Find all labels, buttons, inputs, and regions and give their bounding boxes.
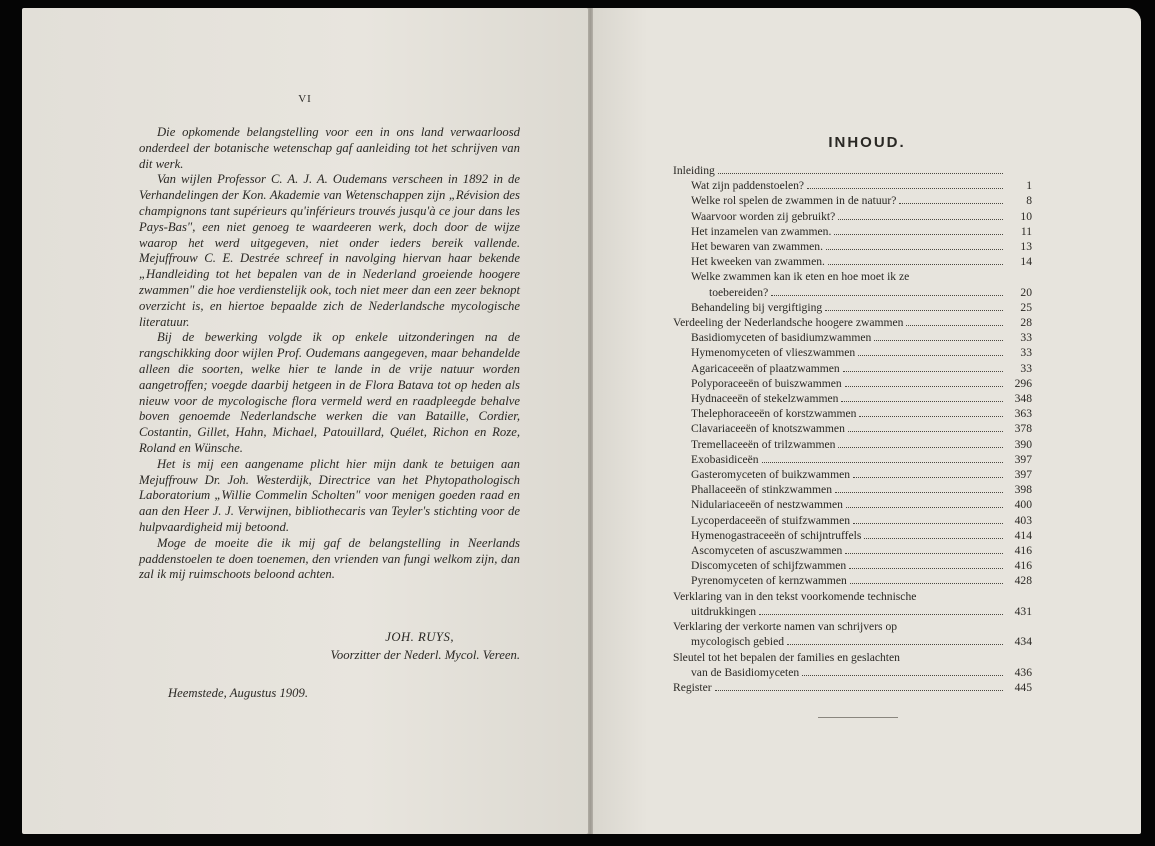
dot-leader <box>825 310 1003 311</box>
toc-entry <box>673 573 1032 588</box>
dot-leader <box>849 568 1003 569</box>
toc-page-number: 28 <box>1020 316 1032 330</box>
toc-page-number: 10 <box>1020 209 1032 223</box>
toc-entry-line <box>691 528 1032 543</box>
toc-page-number: 348 <box>1014 392 1032 406</box>
dot-leader <box>845 386 1003 387</box>
toc-entry-line <box>691 421 1032 436</box>
toc-entry <box>673 619 1032 649</box>
toc-entry-label: Register <box>673 680 712 694</box>
dot-leader <box>864 538 1003 539</box>
toc-entry-line <box>691 452 1032 467</box>
dot-leader <box>787 644 1003 645</box>
signature-block <box>139 628 520 664</box>
toc-entry-label: Het bewaren van zwammen. <box>691 240 823 254</box>
toc-entry-label: Hydnaceeën of stekelzwammen <box>691 392 839 406</box>
toc-entry-label-continued: van de Basidiomyceten <box>691 665 800 679</box>
toc-entry-line <box>673 315 1032 330</box>
dot-leader <box>759 614 1003 615</box>
signature-name: JOH. RUYS, <box>385 630 454 644</box>
toc-entry <box>673 406 1032 421</box>
toc-entry-line <box>691 239 1032 254</box>
dot-leader <box>848 431 1003 432</box>
toc-entry-label: Discomyceten of schijfzwammen <box>691 559 847 573</box>
toc-entry-line <box>691 376 1032 391</box>
toc-page-number: 431 <box>1014 604 1032 618</box>
toc-page-number: 25 <box>1020 300 1032 314</box>
toc-entry-label: Nidulariaceeën of nestzwammen <box>691 498 843 512</box>
toc-title: INHOUD. <box>828 134 906 151</box>
toc-entry <box>673 269 1032 299</box>
toc-entry-label: Hymenomyceten of vlieszwammen <box>691 346 856 360</box>
toc-entry-label: Phallaceeën of stinkzwammen <box>691 483 833 497</box>
toc-entry <box>673 421 1032 436</box>
toc-entry <box>673 513 1032 528</box>
toc-entry <box>673 239 1032 254</box>
toc-entry-line <box>691 437 1032 452</box>
dot-leader <box>826 249 1003 250</box>
toc-entry-label: Agaricaceeën of plaatzwammen <box>691 361 840 375</box>
place-date: Heemstede, Augustus 1909. <box>168 686 309 700</box>
toc-page-number: 8 <box>1026 194 1032 208</box>
toc-page-number: 13 <box>1020 240 1032 254</box>
toc-entry-line <box>691 497 1032 512</box>
toc-entry <box>673 300 1032 315</box>
toc-page-number: 398 <box>1014 483 1032 497</box>
toc-entry <box>673 361 1032 376</box>
toc-entry-label: Pyrenomyceten of kernzwammen <box>691 574 847 588</box>
toc-entry-line <box>691 573 1032 588</box>
toc-entry-label: Verdeeling der Nederlandsche hoogere zwammen <box>673 316 904 330</box>
toc-entry <box>673 254 1032 269</box>
toc-entry-line <box>691 330 1032 345</box>
toc-entry-line <box>691 300 1032 315</box>
toc-entry-label: Hymenogastraceeën of schijntruffels <box>691 528 862 542</box>
toc-entry-label: Het inzamelen van zwammen. <box>691 224 832 238</box>
toc-entry <box>673 680 1032 695</box>
dot-leader <box>762 462 1003 463</box>
toc-entry-line <box>673 665 1032 680</box>
toc-entry <box>673 543 1032 558</box>
toc-entry-line <box>691 558 1032 573</box>
dot-leader <box>850 583 1003 584</box>
preface-text <box>139 125 520 583</box>
toc-entry-label: Lycoperdaceeën of stuifzwammen <box>691 513 851 527</box>
toc-entry-line <box>673 634 1032 649</box>
toc-entry <box>673 345 1032 360</box>
table-of-contents <box>673 163 1032 695</box>
dot-leader <box>853 523 1003 524</box>
toc-entry-line <box>691 513 1032 528</box>
toc-entry-label: Thelephoraceeën of korstzwammen <box>691 407 857 421</box>
right-page <box>593 8 1141 834</box>
toc-entry <box>673 482 1032 497</box>
dot-leader <box>771 295 1003 296</box>
toc-entry-line <box>691 254 1032 269</box>
toc-page-number: 11 <box>1020 224 1032 238</box>
toc-entry-line <box>691 391 1032 406</box>
toc-page-number: 390 <box>1014 437 1032 451</box>
toc-page-number: 296 <box>1014 376 1032 390</box>
dot-leader <box>858 355 1003 356</box>
toc-entry-label: Waarvoor worden zij gebruikt? <box>691 209 836 223</box>
toc-entry-label: Gasteromyceten of buikzwammen <box>691 468 851 482</box>
toc-entry-line <box>691 209 1032 224</box>
toc-entry <box>673 589 1032 619</box>
dot-leader <box>807 188 1003 189</box>
toc-page-number: 33 <box>1020 346 1032 360</box>
toc-entry <box>673 224 1032 239</box>
toc-page-number: 14 <box>1020 255 1032 269</box>
toc-page-number: 20 <box>1020 285 1032 299</box>
dot-leader <box>874 340 1003 341</box>
toc-entry <box>673 528 1032 543</box>
toc-entry-label: Sleutel tot het bepalen der families en geslachten <box>673 650 900 664</box>
toc-entry-line <box>691 178 1032 193</box>
end-rule <box>818 717 898 718</box>
toc-page-number: 33 <box>1020 331 1032 345</box>
toc-page-number: 414 <box>1014 528 1032 542</box>
dot-leader <box>906 325 1003 326</box>
toc-entry <box>673 391 1032 406</box>
preface-paragraph: Bij de bewerking volgde ik op enkele uitzonderingen na de rangschikking door wijlen Prof. Oudemans aangegeven, maar behandelde alleen die soorten, welke hier te lande in de vrije natuur worden aangetroffen; voegde daarbij hetgeen in de Flora Batava tot op heden als nieuw voor de mycologische flora vermeld werd en raadpleegde behalve boven genoemde Nederlandsche werken die van Bataille, Cordier, Costantin, Gillet, Hahn, Michael, Patouillard, Quélet, Richon en Roze, Roland en Wünsche. <box>139 330 520 455</box>
toc-entry-label: Inleiding <box>673 164 715 177</box>
toc-page-number: 428 <box>1014 574 1032 588</box>
dot-leader <box>846 507 1003 508</box>
dot-leader <box>718 173 1003 174</box>
toc-entry <box>673 193 1032 208</box>
left-page <box>22 8 588 834</box>
toc-entry <box>673 497 1032 512</box>
toc-entry-label: Tremellaceeën of trilzwammen <box>691 437 836 451</box>
toc-entry <box>673 650 1032 680</box>
toc-page-number: 397 <box>1014 452 1032 466</box>
toc-entry <box>673 437 1032 452</box>
toc-page-number: 397 <box>1014 468 1032 482</box>
toc-entry-line <box>673 604 1032 619</box>
toc-entry-label: Clavariaceeën of knotszwammen <box>691 422 845 436</box>
toc-entry-label: Wat zijn paddenstoelen? <box>691 179 805 193</box>
toc-entry-label: Het kweeken van zwammen. <box>691 255 825 269</box>
preface-paragraph: Moge de moeite die ik mij gaf de belangstelling in Neerlands paddenstoelen te doen toenemen, den vrienden van fungi welkom zijn, dan zal ik mij ruimschoots beloond achten. <box>139 535 520 582</box>
dot-leader <box>859 416 1003 417</box>
toc-entry-line <box>691 482 1032 497</box>
preface-paragraph: Die opkomende belangstelling voor een in ons land verwaarloosd onderdeel der botanische wetenschap gaf aanleiding tot het schrijven van dit werk. <box>139 125 520 171</box>
toc-page-number: 378 <box>1014 422 1032 436</box>
toc-entry-label: Polyporaceeën of buiszwammen <box>691 376 842 390</box>
toc-entry-label-continued: mycologisch gebied <box>691 635 785 649</box>
toc-entry-line <box>691 193 1032 208</box>
toc-entry-line <box>691 224 1032 239</box>
toc-page-number: 434 <box>1014 635 1032 649</box>
toc-entry <box>673 467 1032 482</box>
toc-entry <box>673 558 1032 573</box>
toc-entry-label: Basidiomyceten of basidiumzwammen <box>691 331 872 345</box>
dot-leader <box>843 371 1003 372</box>
toc-entry <box>673 178 1032 193</box>
toc-page-number: 416 <box>1014 544 1032 558</box>
toc-entry <box>673 330 1032 345</box>
toc-page-number: 363 <box>1014 407 1032 421</box>
toc-page-number: 1 <box>1026 179 1032 193</box>
toc-entry <box>673 452 1032 467</box>
toc-entry-line <box>691 285 1032 300</box>
toc-entry-label: Ascomyceten of ascuszwammen <box>691 544 843 558</box>
toc-page-number: 416 <box>1014 559 1032 573</box>
preface-paragraph: Het is mij een aangename plicht hier mijn dank te betuigen aan Mejuffrouw Dr. Joh. Westerdijk, Directrice van het Phytopathologisch Laboratorium „Willie Commelin Scholten" voor menigen goeden raad en aan den Heer J. J. Verwijnen, bibliothecaris van Teyler's stichting voor de hulpvaardigheid mij betoond. <box>139 456 520 534</box>
toc-entry-label-continued: uitdrukkingen <box>691 604 757 618</box>
toc-entry-label: Welke zwammen kan ik eten en hoe moet ik ze <box>691 270 910 284</box>
dot-leader <box>715 690 1003 691</box>
toc-page-number: 436 <box>1014 665 1032 679</box>
toc-entry-line <box>673 163 1032 178</box>
toc-entry-line <box>691 361 1032 376</box>
dot-leader <box>845 553 1003 554</box>
dot-leader <box>899 203 1003 204</box>
toc-entry <box>673 315 1032 330</box>
toc-page-number: 33 <box>1020 361 1032 375</box>
toc-entry-line <box>691 543 1032 558</box>
dot-leader <box>828 264 1003 265</box>
toc-entry-label-continued: toebereiden? <box>709 285 769 299</box>
toc-page-number: 445 <box>1014 680 1032 694</box>
toc-page-number: 403 <box>1014 513 1032 527</box>
dot-leader <box>838 447 1003 448</box>
toc-entry-label: Welke rol spelen de zwammen in de natuur? <box>691 194 897 208</box>
dot-leader <box>835 492 1003 493</box>
toc-entry <box>673 163 1032 178</box>
dot-leader <box>838 219 1003 220</box>
toc-page-number: 400 <box>1014 498 1032 512</box>
page-number: VI <box>298 93 312 105</box>
toc-entry <box>673 209 1032 224</box>
dot-leader <box>802 675 1003 676</box>
dot-leader <box>834 234 1003 235</box>
toc-entry-label: Verklaring der verkorte namen van schrijvers op <box>673 620 898 634</box>
toc-entry <box>673 376 1032 391</box>
toc-entry-label: Exobasidiceën <box>691 452 759 466</box>
dot-leader <box>853 477 1003 478</box>
toc-entry-line <box>691 467 1032 482</box>
toc-entry-line <box>691 345 1032 360</box>
signature-title: Voorzitter der Nederl. Mycol. Vereen. <box>330 648 520 662</box>
dot-leader <box>841 401 1003 402</box>
toc-entry-line <box>691 406 1032 421</box>
toc-entry-label: Verklaring van in den tekst voorkomende technische <box>673 589 917 603</box>
preface-paragraph: Van wijlen Professor C. A. J. A. Oudemans verscheen in 1892 in de Verhandelingen der Kon. Akademie van Wetenschappen zijn „Révision des champignons tant supérieurs qu'inférieurs trouvés jusqu'à ce jour dans les Pays-Bas", een niet genoeg te waardeeren werk, doch door de wijze waarop het werd uitgegeven, niet onder ieders bereik vallende. Mejuffrouw C. E. Destrée schreef in navolging hiervan haar bekende „Handleiding tot het bepalen van de in Nederland groeiende hoogere zwammen" die hoe verdienstelijk ook, toch niet meer dan een zeer beknopt overzicht is, en hiertoe bepaalde zich de Nederlandsche mycologische literatuur. <box>139 172 520 329</box>
toc-entry-label: Behandeling bij vergiftiging <box>691 300 823 314</box>
toc-entry-line <box>673 680 1032 695</box>
